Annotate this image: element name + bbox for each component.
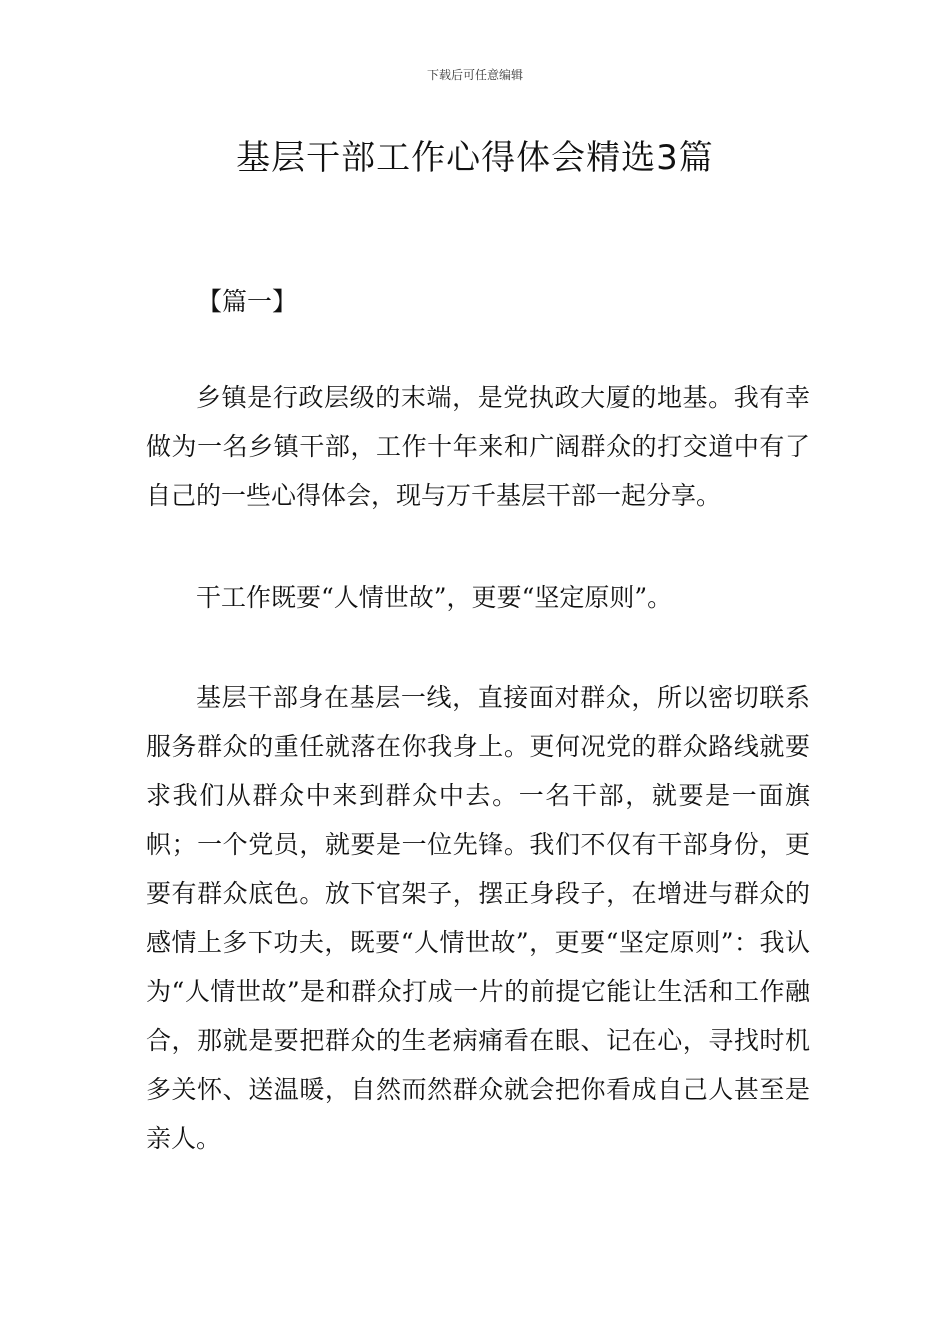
document-title: 基层干部工作心得体会精选3篇: [236, 138, 714, 178]
paragraph-2: 干工作既要“人情世故”，更要“坚定原则”。: [196, 583, 673, 612]
section-label: 【篇一】: [197, 287, 298, 316]
paragraph-3: 基层干部身在基层一线，直接面对群众，所以密切联系服务群众的重任就落在你我身上。更何况党的群众路线就要求我们从群众中来到群众中去。一名干部，就要是一面旗帜；一个党员，就要是一位先锋。我们不仅有干部身份，更要有群众底色。放下官架子，摆正身段子，在增进与群众的感情上多下功夫，既要“人情世故”，更要“坚定原则”：我认为“人情世故”是和群众打成一片的前提它能让生活和工作融合，那就是要把群众的生老病痛看在眼、记在心，寻找时机多关怀、送温暖，自然而然群众就会把你看成自己人甚至是亲人。: [146, 683, 810, 1153]
paragraph-1: 乡镇是行政层级的末端，是党执政大厦的地基。我有幸做为一名乡镇干部，工作十年来和广阔群众的打交道中有了自己的一些心得体会，现与万千基层干部一起分享。: [146, 383, 810, 510]
header-note: 下载后可任意编辑: [426, 68, 523, 82]
